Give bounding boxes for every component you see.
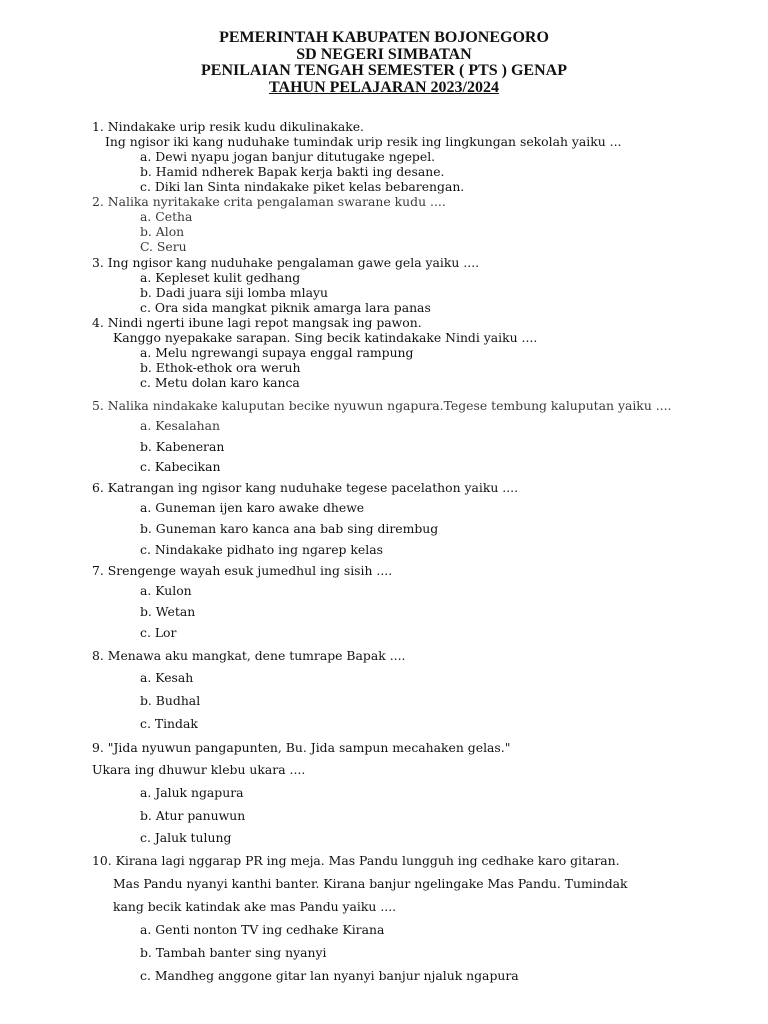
q1-option-a: a. Dewi nyapu jogan banjur ditutugake ngepel. — [140, 149, 436, 164]
question-3: 3. Ing ngisor kang nuduhake pengalaman gawe gela yaiku .... — [92, 255, 480, 270]
q5-option-b: b. Kabeneran — [140, 439, 225, 454]
question-5: 5. Nalika nindakake kaluputan becike nyuwun ngapura.Tegese tembung kaluputan yaiku .... — [92, 398, 672, 413]
question-7: 7. Srengenge wayah esuk jumedhul ing sisih .... — [92, 563, 393, 578]
document-header — [0, 30, 768, 96]
question-6: 6. Katrangan ing ngisor kang nuduhake tegese pacelathon yaiku .... — [92, 480, 519, 495]
question-1-stem: Ing ngisor iki kang nuduhake tumindak urip resik ing lingkungan sekolah yaiku ... — [105, 134, 622, 149]
q3-option-c: c. Ora sida mangkat piknik amarga lara panas — [140, 300, 431, 315]
q2-option-b: b. Alon — [140, 224, 185, 239]
q9-option-c: c. Jaluk tulung — [140, 830, 232, 845]
question-9: 9. "Jida nyuwun pangapunten, Bu. Jida sampun mecahaken gelas." — [92, 740, 511, 755]
question-10-line-3: kang becik katindak ake mas Pandu yaiku .... — [113, 899, 397, 914]
q10-option-b: b. Tambah banter sing nyanyi — [140, 945, 327, 960]
question-2: 2. Nalika nyritakake crita pengalaman swarane kudu .... — [92, 194, 446, 209]
q10-option-c: c. Mandheg anggone gitar lan nyanyi banjur njaluk ngapura — [140, 968, 519, 983]
q5-option-a: a. Kesalahan — [140, 418, 220, 433]
q8-option-c: c. Tindak — [140, 716, 198, 731]
q1-option-b: b. Hamid ndherek Bapak kerja bakti ing desane. — [140, 164, 445, 179]
q6-option-c: c. Nindakake pidhato ing ngarep kelas — [140, 542, 383, 557]
question-10-line-2: Mas Pandu nyanyi kanthi banter. Kirana banjur ngelingake Mas Pandu. Tumindak — [113, 876, 628, 891]
header-year: TAHUN PELAJARAN 2023/2024 — [269, 78, 499, 96]
q9-option-a: a. Jaluk ngapura — [140, 785, 244, 800]
question-10: 10. Kirana lagi nggarap PR ing meja. Mas Pandu lungguh ing cedhake karo gitaran. — [92, 853, 620, 868]
q8-option-b: b. Budhal — [140, 693, 201, 708]
q10-option-a: a. Genti nonton TV ing cedhake Kirana — [140, 922, 385, 937]
q7-option-a: a. Kulon — [140, 583, 192, 598]
q4-option-b: b. Ethok-ethok ora weruh — [140, 360, 301, 375]
question-8: 8. Menawa aku mangkat, dene tumrape Bapak .... — [92, 648, 406, 663]
header-regency: PEMERINTAH KABUPATEN BOJONEGORO — [219, 29, 549, 46]
q8-option-a: a. Kesah — [140, 670, 194, 685]
q6-option-b: b. Guneman karo kanca ana bab sing dirembug — [140, 521, 439, 536]
q1-option-c: c. Diki lan Sinta nindakake piket kelas bebarengan. — [140, 179, 465, 194]
q4-option-a: a. Melu ngrewangi supaya enggal rampung — [140, 345, 414, 360]
question-4: 4. Nindi ngerti ibune lagi repot mangsak ing pawon. — [92, 315, 422, 330]
q2-option-c: C. Seru — [140, 239, 187, 254]
q4-option-c: c. Metu dolan karo kanca — [140, 375, 300, 390]
question-4-stem: Kanggo nyepakake sarapan. Sing becik katindakake Nindi yaiku .... — [113, 330, 538, 345]
header-exam: PENILAIAN TENGAH SEMESTER ( PTS ) GENAP — [201, 62, 567, 79]
q6-option-a: a. Guneman ijen karo awake dhewe — [140, 500, 365, 515]
question-1: 1. Nindakake urip resik kudu dikulinakake. — [92, 119, 364, 134]
q7-option-b: b. Wetan — [140, 604, 196, 619]
header-school: SD NEGERI SIMBATAN — [296, 45, 472, 63]
q3-option-a: a. Kepleset kulit gedhang — [140, 270, 301, 285]
q7-option-c: c. Lor — [140, 625, 177, 640]
q2-option-a: a. Cetha — [140, 209, 193, 224]
question-9-stem: Ukara ing dhuwur klebu ukara .... — [92, 762, 306, 777]
q3-option-b: b. Dadi juara siji lomba mlayu — [140, 285, 328, 300]
q5-option-c: c. Kabecikan — [140, 459, 221, 474]
q9-option-b: b. Atur panuwun — [140, 808, 246, 823]
